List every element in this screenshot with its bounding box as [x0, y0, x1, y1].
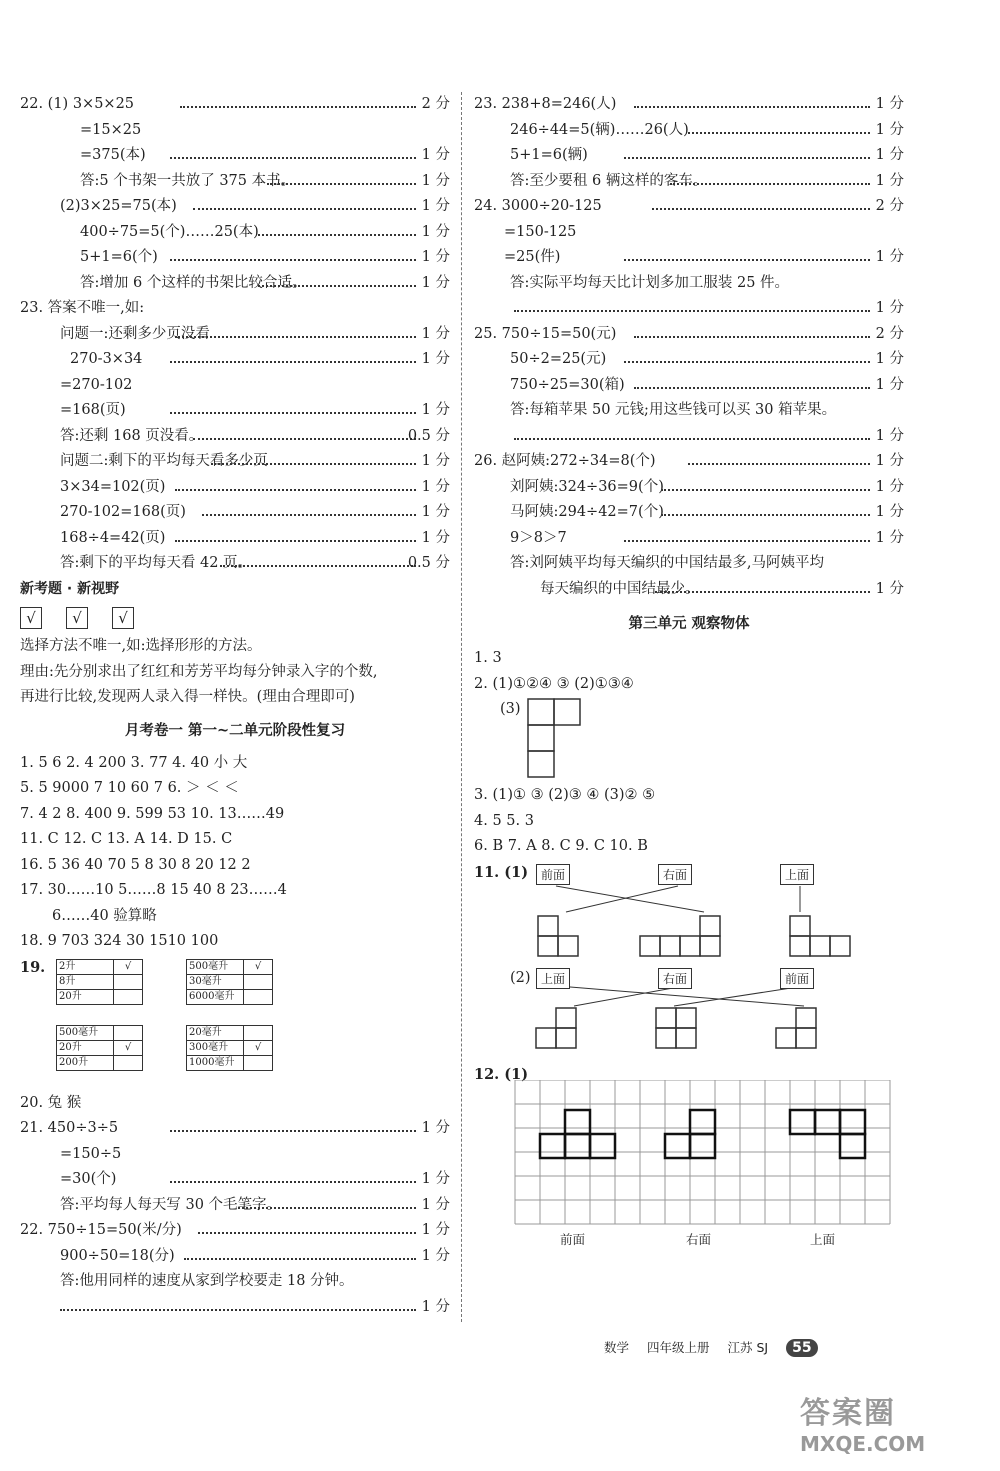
capacity-check: [114, 989, 143, 1004]
label-right: 右面: [658, 864, 692, 885]
answer-line: [20, 220, 450, 246]
answer-text: =150÷5: [60, 1145, 122, 1162]
capacity-table-2: [186, 959, 273, 1005]
capacity-row: [187, 1040, 273, 1055]
leader-dots: [238, 1207, 416, 1209]
answer-line: [20, 1167, 450, 1193]
q19-block: [20, 955, 450, 1091]
new-topic-line: 再进行比较,发现两人录入得一样快。(理由合理即可): [20, 689, 355, 705]
watermark-logo: 答案圈: [800, 1396, 896, 1431]
answer-line: [20, 118, 450, 144]
capacity-row: [187, 1055, 273, 1070]
capacity-check: [114, 1025, 143, 1040]
score-value: 1 分: [875, 453, 904, 469]
score-value: 1 分: [421, 274, 450, 291]
capacity-option: 500毫升: [57, 1025, 114, 1040]
grid-label-top: 上面: [810, 1231, 836, 1247]
answer-text: 400÷75=5(个)……25(本): [80, 223, 259, 240]
answer-line: [20, 551, 450, 577]
leader-dots: [688, 132, 870, 134]
capacity-row: [57, 1040, 143, 1055]
monthly-answer-line: 7. 4 2 8. 400 9. 599 53 10. 13……49: [20, 805, 285, 822]
leader-dots: [514, 310, 870, 312]
answer-line: [474, 475, 904, 501]
capacity-row: [187, 1025, 273, 1040]
answer-text: 答:他用同样的速度从家到学校要走 18 分钟。: [60, 1273, 354, 1289]
capacity-option: 8升: [57, 974, 114, 989]
leader-dots: [198, 1232, 416, 1234]
answer-text: 24. 3000÷20-125: [474, 198, 602, 214]
answer-line: [474, 220, 904, 246]
q12-label: 12. (1): [474, 1065, 529, 1083]
score-value: 1 分: [875, 478, 904, 495]
leader-dots: [258, 234, 416, 236]
answer-line: [474, 194, 904, 220]
answer-line: [20, 1193, 450, 1219]
answer-text: =15×25: [80, 121, 142, 138]
leader-dots: [688, 463, 870, 465]
leader-dots: [170, 361, 416, 363]
answer-line: [474, 245, 904, 271]
label-top-2: 上面: [536, 968, 570, 989]
score-value: 1 分: [421, 1222, 450, 1238]
grid-label-front: 前面: [560, 1231, 586, 1247]
answer-text: =168(页): [60, 402, 126, 418]
check-box-2: √: [66, 607, 88, 629]
leader-dots: [634, 336, 870, 338]
unit3-answer: 1. 3: [474, 650, 502, 666]
right-answers: [474, 92, 904, 602]
footer-subject: 数学: [604, 1340, 630, 1355]
answer-line: [20, 1244, 450, 1270]
leader-dots: [652, 208, 870, 210]
q20-answer: 20. 兔 猴: [20, 1094, 82, 1111]
leader-dots: [624, 259, 870, 261]
score-value: 1 分: [421, 147, 450, 163]
new-topic-heading: 新考题 · 新视野: [20, 580, 120, 597]
leader-dots: [624, 540, 870, 542]
capacity-table-1: [56, 959, 143, 1005]
capacity-row: [57, 1025, 143, 1040]
answer-text: 问题二:剩下的平均每天看多少页: [60, 453, 268, 469]
answer-line: [474, 296, 904, 322]
score-value: 1 分: [875, 147, 904, 163]
monthly-answer-line: 6……40 验算略: [52, 907, 157, 924]
check-box-3: √: [112, 607, 134, 629]
score-value: 1 分: [875, 529, 904, 546]
capacity-row: [57, 989, 143, 1004]
answer-text: 答:实际平均每天比计划多加工服装 25 件。: [510, 274, 790, 291]
score-value: 1 分: [875, 121, 904, 138]
q11-label: 11. (1): [474, 863, 529, 881]
score-value: 1 分: [875, 580, 904, 597]
q22-block: [20, 92, 450, 296]
label-front-2: 前面: [780, 968, 814, 989]
answer-text: 23. 238+8=246(人): [474, 96, 617, 112]
answer-text: 答:至少要租 6 辆这样的客车。: [510, 172, 708, 189]
answer-line: [20, 1269, 450, 1295]
answer-line: [20, 424, 450, 450]
q2-3-label: (3): [500, 701, 521, 717]
capacity-check: [244, 1025, 273, 1040]
new-topic-line: 选择方法不唯一,如:选择形形的方法。: [20, 638, 262, 654]
leader-dots: [193, 208, 416, 210]
capacity-option: 6000毫升: [187, 989, 244, 1004]
answer-line: [474, 424, 904, 450]
answer-text: 22. 750÷15=50(米/分): [20, 1222, 182, 1238]
page-footer: [604, 1338, 832, 1357]
answer-line: [474, 143, 904, 169]
score-value: 1 分: [421, 453, 450, 469]
q11-lines-and-shapes: [474, 860, 904, 1052]
leader-dots: [175, 336, 416, 338]
answer-line: [474, 551, 904, 577]
answer-text: 答:每箱苹果 50 元钱;用这些钱可以买 30 箱苹果。: [510, 402, 837, 418]
answer-line: [20, 398, 450, 424]
capacity-check: [244, 1055, 273, 1070]
score-value: 1 分: [421, 1247, 450, 1264]
answer-text: 23. 答案不唯一,如:: [20, 300, 145, 316]
capacity-row: [187, 989, 273, 1004]
monthly-answer-line: 11. C 12. C 13. A 14. D 15. C: [20, 831, 233, 847]
leader-dots: [193, 438, 416, 440]
score-value: 0.5 分: [407, 555, 450, 571]
score-value: 1 分: [875, 504, 904, 520]
answer-text: 168÷4=42(页): [60, 529, 166, 546]
answer-line: [20, 169, 450, 195]
answer-text: 5+1=6(辆): [510, 147, 588, 163]
answer-line: [20, 475, 450, 501]
new-topic-line: 理由:先分别求出了红红和芳芳平均每分钟录入字的个数,: [20, 663, 378, 680]
answer-line: [474, 398, 904, 424]
answer-line: [20, 194, 450, 220]
q21-22-block: [20, 1116, 450, 1320]
q19-label: 19.: [20, 958, 46, 976]
leader-dots: [655, 591, 870, 593]
capacity-check: √: [244, 1040, 273, 1055]
answer-text: =375(本): [80, 147, 146, 163]
answer-text: 答:平均每人每天写 30 个毛笔字。: [60, 1196, 282, 1213]
answer-text: 每天编织的中国结最少。: [540, 580, 700, 597]
capacity-check: [114, 1055, 143, 1070]
label-front: 前面: [536, 864, 570, 885]
monthly-answer-line: 16. 5 36 40 70 5 8 30 8 20 12 2: [20, 856, 251, 873]
score-value: 1 分: [421, 172, 450, 189]
leader-dots: [661, 514, 870, 516]
answer-text: 750÷25=30(箱): [510, 376, 625, 393]
monthly-answer-line: 18. 9 703 324 30 1510 100: [20, 933, 219, 949]
capacity-option: 20升: [57, 1040, 114, 1055]
capacity-row: [187, 959, 273, 974]
answer-text: 马阿姨:294÷42=7(个): [510, 504, 664, 520]
answer-line: [474, 271, 904, 297]
score-value: 1 分: [421, 1120, 450, 1136]
answer-text: 25. 750÷15=50(元): [474, 325, 617, 342]
answer-text: (2)3×25=75(本): [60, 198, 177, 214]
unit3-answer: 3. (1)① ③ (2)③ ④ (3)② ⑤: [474, 787, 656, 803]
leader-dots: [170, 1130, 416, 1132]
monthly-title: 月考卷一 第一~二单元阶段性复习: [124, 721, 346, 739]
capacity-check: √: [114, 959, 143, 974]
q23-block: [20, 296, 450, 577]
answer-line: [20, 1116, 450, 1142]
leader-dots: [170, 412, 416, 414]
monthly-answer-line: 5. 5 9000 7 10 60 7 6. ＞ ＜ ＜: [20, 780, 239, 796]
score-value: 2 分: [421, 96, 450, 112]
answer-text: =30(个): [60, 1171, 117, 1187]
capacity-option: 20升: [57, 989, 114, 1004]
capacity-table-4: [186, 1025, 273, 1071]
answer-text: 26. 赵阿姨:272÷34=8(个): [474, 453, 656, 469]
q11-2-label: (2): [510, 969, 531, 986]
answer-line: [20, 1218, 450, 1244]
left-column: [20, 92, 450, 1320]
answer-text: 答:剩下的平均每天看 42 页。: [60, 555, 253, 571]
answer-line: [20, 347, 450, 373]
leader-dots: [184, 1258, 416, 1260]
answer-line: [20, 92, 450, 118]
score-value: 2 分: [875, 198, 904, 214]
answer-text: 刘阿姨:324÷36=9(个): [510, 478, 664, 495]
score-value: 1 分: [875, 351, 904, 367]
answer-text: 21. 450÷3÷5: [20, 1120, 119, 1136]
leader-dots: [624, 157, 870, 159]
answer-line: [474, 577, 904, 603]
answer-text: =150-125: [504, 223, 577, 240]
leader-dots: [514, 438, 870, 440]
score-value: 1 分: [421, 325, 450, 342]
capacity-option: 30毫升: [187, 974, 244, 989]
answer-line: [474, 92, 904, 118]
answer-line: [474, 373, 904, 399]
watermark-url: MXQE.COM: [800, 1432, 926, 1456]
capacity-check: [114, 974, 143, 989]
grid-label-right: 右面: [686, 1231, 712, 1247]
answer-text: 9＞8＞7: [510, 529, 567, 546]
q11-figure: [474, 860, 904, 1052]
leader-dots: [170, 1181, 416, 1183]
score-value: 1 分: [875, 96, 904, 112]
footer-grade: 四年级上册: [647, 1340, 710, 1355]
right-column: [474, 92, 904, 1252]
answer-line: [474, 526, 904, 552]
answer-line: [20, 143, 450, 169]
score-value: 1 分: [421, 223, 450, 240]
leader-dots: [624, 361, 870, 363]
score-value: 1 分: [421, 249, 450, 265]
answer-text: 问题一:还剩多少页没看: [60, 325, 210, 342]
answer-line: [20, 296, 450, 322]
leader-dots: [634, 106, 870, 108]
score-value: 0.5 分: [407, 427, 450, 444]
answer-line: [20, 271, 450, 297]
leader-dots: [170, 157, 416, 159]
capacity-option: 2升: [57, 959, 114, 974]
leader-dots: [180, 106, 416, 108]
unit3-answer: 6. B 7. A 8. C 9. C 10. B: [474, 838, 648, 854]
score-value: 1 分: [421, 529, 450, 546]
leader-dots: [220, 565, 416, 567]
q2-3-shape: [526, 697, 586, 781]
leader-dots: [211, 463, 416, 465]
watermark: [800, 1388, 925, 1456]
answer-line: [20, 1295, 450, 1321]
capacity-check: [244, 989, 273, 1004]
answer-text: =25(件): [504, 249, 561, 265]
q12-figure: [474, 1062, 904, 1252]
check-box-1: √: [20, 607, 42, 629]
capacity-option: 500毫升: [187, 959, 244, 974]
answer-text: [20, 1299, 60, 1315]
answer-line: [474, 322, 904, 348]
capacity-row: [57, 974, 143, 989]
capacity-check: √: [244, 959, 273, 974]
leader-dots: [60, 1309, 416, 1311]
leader-dots: [267, 183, 416, 185]
score-value: 1 分: [421, 351, 450, 367]
leader-dots: [170, 259, 416, 261]
capacity-row: [187, 974, 273, 989]
capacity-option: 20毫升: [187, 1025, 244, 1040]
score-value: 1 分: [421, 478, 450, 495]
answer-line: [474, 449, 904, 475]
score-value: 1 分: [421, 198, 450, 214]
leader-dots: [634, 387, 870, 389]
capacity-table-3: [56, 1025, 143, 1071]
answer-line: [20, 245, 450, 271]
score-value: 2 分: [875, 325, 904, 342]
monthly-answers: [20, 751, 450, 955]
answer-text: 50÷2=25(元): [510, 351, 607, 367]
score-value: 1 分: [875, 376, 904, 393]
answer-text: 22. (1) 3×5×25: [20, 96, 135, 112]
answer-line: [20, 373, 450, 399]
answer-text: [474, 300, 510, 316]
answer-line: [20, 449, 450, 475]
capacity-check: √: [114, 1040, 143, 1055]
check-row: [20, 602, 450, 634]
footer-edition: 江苏 SJ: [727, 1340, 769, 1355]
answer-text: 3×34=102(页): [60, 478, 166, 495]
capacity-row: [57, 1055, 143, 1070]
score-value: 1 分: [421, 1171, 450, 1187]
capacity-option: 200升: [57, 1055, 114, 1070]
column-divider: [461, 92, 462, 1322]
leader-dots: [258, 285, 416, 287]
unit3-answer: 2. (1)①②④ ③ (2)①③④: [474, 675, 634, 692]
capacity-option: 300毫升: [187, 1040, 244, 1055]
page-number-badge: 55: [786, 1339, 817, 1357]
score-value: 1 分: [875, 427, 904, 444]
capacity-option: 1000毫升: [187, 1055, 244, 1070]
answer-text: 270-102=168(页): [60, 504, 186, 520]
answer-text: 答:刘阿姨平均每天编织的中国结最多,马阿姨平均: [510, 555, 824, 571]
answer-line: [474, 500, 904, 526]
leader-dots: [202, 514, 416, 516]
score-value: 1 分: [875, 300, 904, 316]
leader-dots: [175, 489, 416, 491]
answer-text: =270-102: [60, 376, 133, 393]
capacity-check: [244, 974, 273, 989]
score-value: 1 分: [875, 172, 904, 189]
answer-line: [474, 169, 904, 195]
q12-grid: [474, 1080, 904, 1250]
leader-dots: [670, 183, 870, 185]
score-value: 1 分: [421, 504, 450, 520]
unit3-answer: 4. 5 5. 3: [474, 812, 534, 829]
label-right-2: 右面: [658, 968, 692, 989]
monthly-answer-line: 1. 5 6 2. 4 200 3. 77 4. 40 小 大: [20, 754, 248, 771]
answer-text: 答:还剩 168 页没看。: [60, 427, 204, 444]
answer-text: 5+1=6(个): [80, 249, 158, 265]
q2-3-figure: [474, 697, 904, 781]
score-value: 1 分: [875, 249, 904, 265]
score-value: 1 分: [421, 1298, 450, 1315]
leader-dots: [661, 489, 870, 491]
answer-line: [20, 526, 450, 552]
answer-line: [474, 118, 904, 144]
answer-text: 答:增加 6 个这样的书架比较合适。: [80, 274, 307, 291]
answer-line: [20, 322, 450, 348]
leader-dots: [175, 540, 416, 542]
answer-text: 270-3×34: [70, 351, 143, 367]
score-value: 1 分: [421, 402, 450, 418]
unit3-title: 第三单元 观察物体: [628, 615, 750, 632]
answer-text: [474, 428, 510, 444]
capacity-row: [57, 959, 143, 974]
answer-line: [474, 347, 904, 373]
answer-text: 246÷44=5(辆)……26(人): [510, 121, 689, 138]
answer-text: 900÷50=18(分): [60, 1247, 175, 1264]
answer-line: [20, 500, 450, 526]
score-value: 1 分: [421, 1196, 450, 1213]
answer-text: 答:5 个书架一共放了 375 本书。: [80, 172, 296, 189]
answer-line: [20, 1142, 450, 1168]
label-top: 上面: [780, 864, 814, 885]
monthly-answer-line: 17. 30……10 5……8 15 40 8 23……4: [20, 882, 287, 898]
